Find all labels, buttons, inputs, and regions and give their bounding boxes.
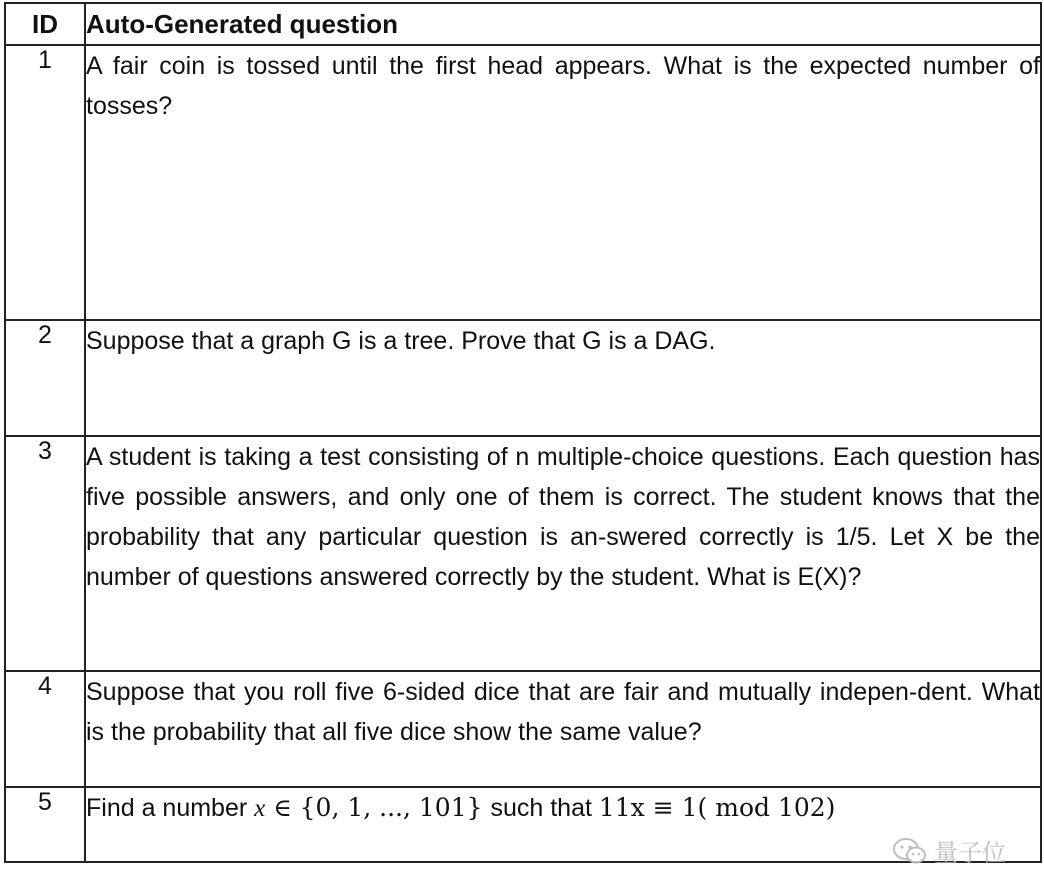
question-table bbox=[4, 2, 1042, 863]
row-question: Suppose that a graph G is a tree. Prove that G is a DAG. bbox=[85, 320, 1041, 436]
row-id: 1 bbox=[5, 45, 85, 320]
question-column-header: Auto-Generated question bbox=[85, 3, 1041, 45]
row-question: A student is taking a test consisting of n multiple-choice questions. Each question has five possible answers, and only one of them is correct. The student knows that the probability that any particular question is an-swered correctly is 1/5. Let X be the number of questions answered correctly by the student. What is E(X)? bbox=[85, 436, 1041, 671]
table-row bbox=[5, 45, 1041, 320]
wechat-icon bbox=[892, 837, 928, 865]
math-congruence: 11x ≡ 1( mod 102) bbox=[598, 793, 836, 822]
question-text-mid: such that bbox=[490, 794, 599, 822]
table-row bbox=[5, 436, 1041, 671]
table-row bbox=[5, 320, 1041, 436]
row-question: A fair coin is tossed until the first head appears. What is the expected number of tosses? bbox=[85, 45, 1041, 320]
question-text-prefix: Find a number bbox=[86, 794, 255, 822]
math-set: ∈ {0, 1, ..., 101} bbox=[265, 793, 491, 822]
row-question: Suppose that you roll five 6-sided dice that are fair and mutually indepen-dent. What is the probability that all five dice show the same value? bbox=[85, 671, 1041, 787]
id-column-header: ID bbox=[5, 3, 85, 45]
row-id: 4 bbox=[5, 671, 85, 787]
row-id: 2 bbox=[5, 320, 85, 436]
table-row bbox=[5, 671, 1041, 787]
row-id: 5 bbox=[5, 787, 85, 862]
table-header-row bbox=[5, 3, 1041, 45]
watermark-text: 量子位 bbox=[934, 839, 1006, 867]
watermark bbox=[892, 833, 1006, 868]
math-variable: x bbox=[254, 795, 266, 822]
table-row bbox=[5, 787, 1041, 862]
row-id: 3 bbox=[5, 436, 85, 671]
